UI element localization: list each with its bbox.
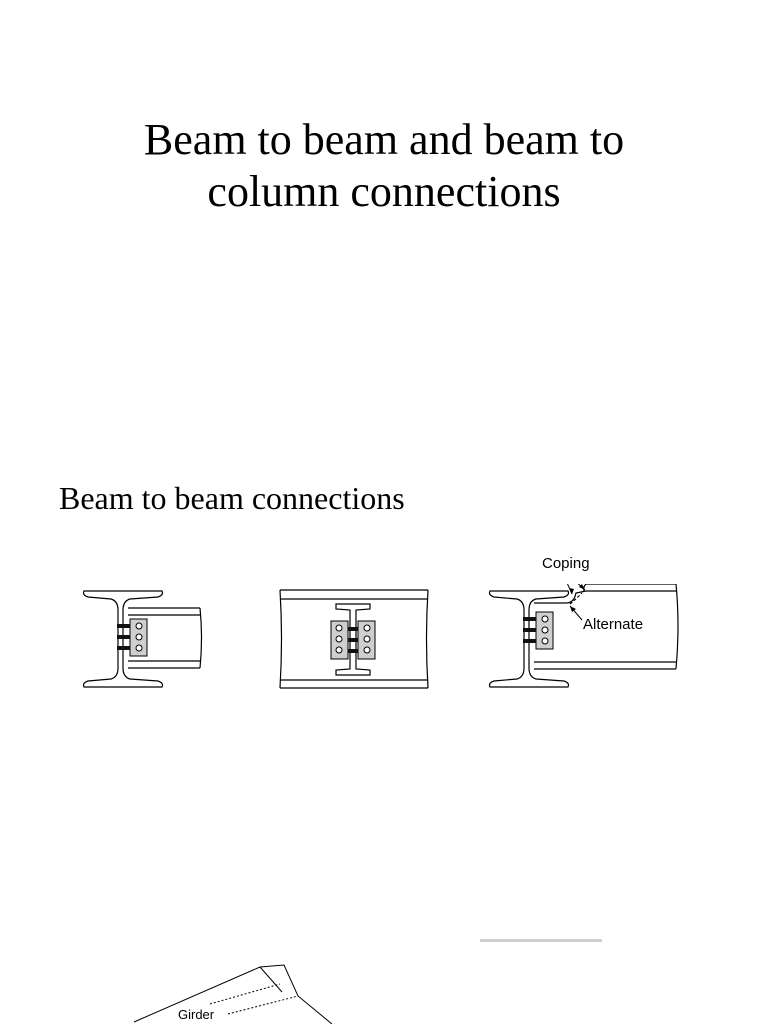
page-title xyxy=(0,114,768,218)
coping-label: Coping xyxy=(542,555,590,572)
girder-label: Girder xyxy=(178,1007,215,1022)
page-title-line-1: Beam to beam and beam to xyxy=(143,115,625,164)
girder-isometric-diagram xyxy=(120,960,350,1024)
alternate-label: Alternate xyxy=(583,616,644,633)
faint-scan-line xyxy=(480,939,602,942)
connection-diagram-3 xyxy=(486,584,686,692)
page-title-line-2: column connections xyxy=(207,167,561,216)
section-heading: Beam to beam connections xyxy=(59,480,405,516)
connection-diagram-1 xyxy=(80,586,210,692)
connection-diagram-2 xyxy=(278,586,432,692)
